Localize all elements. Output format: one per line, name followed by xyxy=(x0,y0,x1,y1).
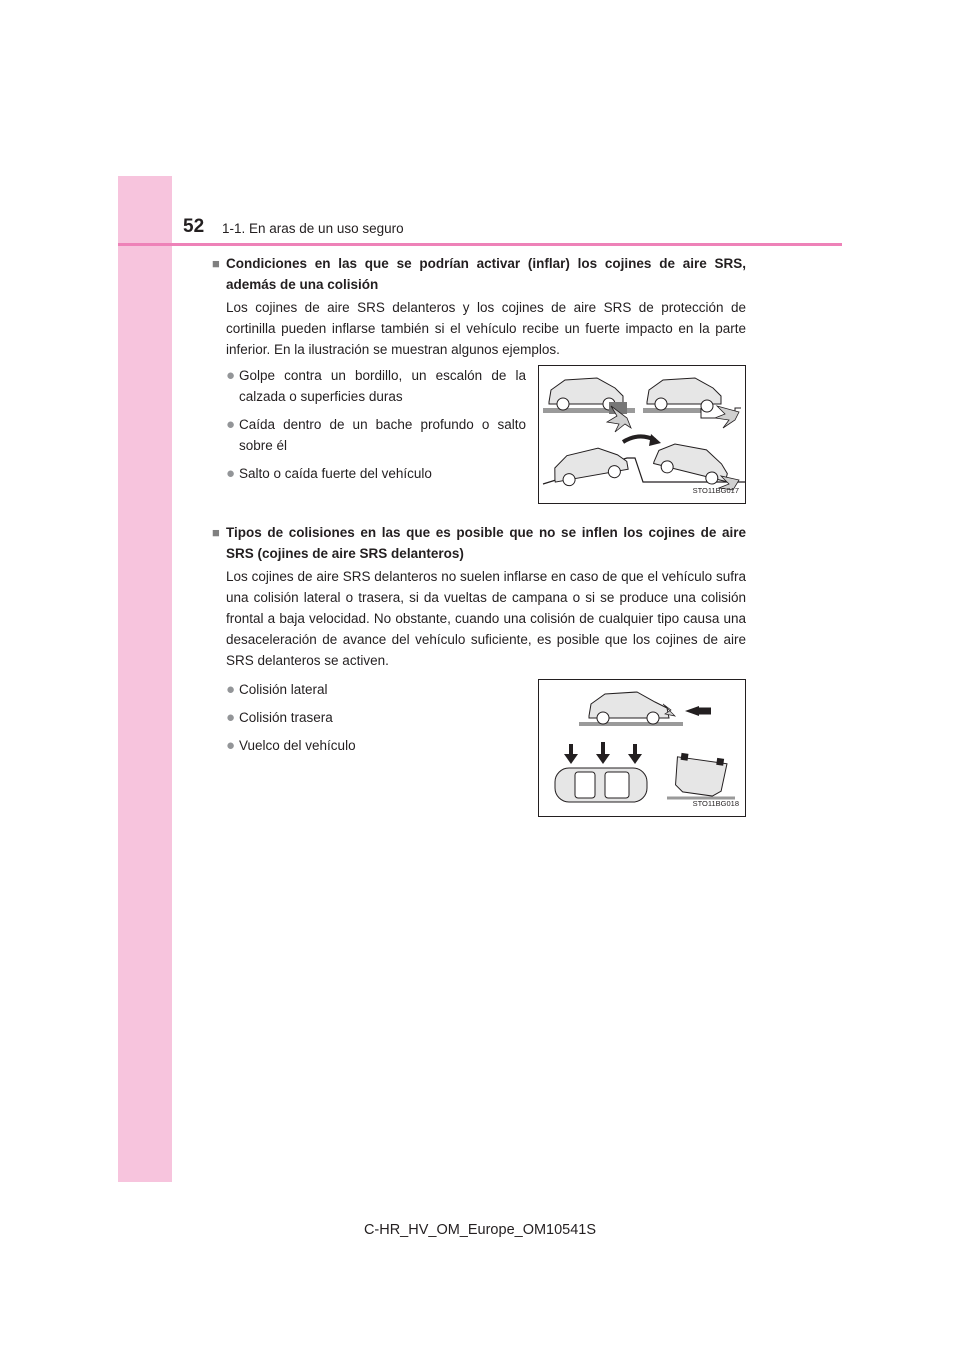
square-bullet-icon: ■ xyxy=(212,256,220,271)
list-item xyxy=(226,735,526,756)
circle-bullet-icon: ● xyxy=(226,737,236,754)
car-top-view-icon xyxy=(555,768,647,802)
section2 xyxy=(212,522,746,817)
chapter-side-tab xyxy=(118,176,172,1182)
section1-bullet-list xyxy=(226,365,526,504)
list-item-text: Colisión lateral xyxy=(239,682,328,697)
car-icon xyxy=(647,378,721,412)
collision-types-illustration xyxy=(538,679,746,817)
list-item xyxy=(226,414,526,456)
list-item xyxy=(226,463,526,484)
list-item-text: Colisión trasera xyxy=(239,710,333,725)
square-bullet-icon: ■ xyxy=(212,525,220,540)
list-item xyxy=(226,365,526,407)
circle-bullet-icon: ● xyxy=(226,681,236,698)
circle-bullet-icon: ● xyxy=(226,416,236,433)
circle-bullet-icon: ● xyxy=(226,465,236,482)
list-item-text: Caída dentro de un bache profundo o salto sobre él xyxy=(239,417,526,453)
page-content xyxy=(212,253,746,817)
car-icon xyxy=(589,692,669,724)
list-item xyxy=(226,679,526,700)
section1-paragraph: Los cojines de aire SRS delanteros y los cojines de aire SRS de protección de cortinilla pueden inflarse también si el vehículo recibe un fuerte impacto en la parte inferior. En la ilustración se muestran algunos ejemplos. xyxy=(226,300,746,357)
list-item xyxy=(226,707,526,728)
section1-heading-text: Condiciones en las que se podrían activar (inflar) los cojines de aire SRS, además de una colisión xyxy=(226,256,746,292)
section2-heading-text: Tipos de colisiones en las que es posible que no se inflen los cojines de aire SRS (cojines de aire SRS delanteros) xyxy=(226,525,746,561)
car-icon xyxy=(551,444,629,488)
circle-bullet-icon: ● xyxy=(226,367,236,384)
section1-body xyxy=(212,365,746,504)
arrow-down-icon xyxy=(564,742,642,764)
section2-paragraph: Los cojines de aire SRS delanteros no suelen inflarse en caso de que el vehículo sufra una colisión lateral o trasera, si da vueltas de campana o si se produce una colisión frontal a baja velocidad. No obstante, cuando una colisión de cualquier tipo causa una desaceleración de avance del vehículo suficiente, es posible que los cojines de aire SRS delanteros se activen. xyxy=(226,569,746,668)
header-rule xyxy=(118,243,842,246)
list-item-text: Salto o caída fuerte del vehículo xyxy=(239,466,432,481)
figure-code: STO11BG018 xyxy=(692,799,739,808)
section2-body xyxy=(212,679,746,817)
section-title: 1-1. En aras de un uso seguro xyxy=(222,221,404,236)
section2-bullet-list xyxy=(226,679,526,817)
page-number: 52 xyxy=(183,216,205,237)
circle-bullet-icon: ● xyxy=(226,709,236,726)
list-item-text: Vuelco del vehículo xyxy=(239,738,356,753)
document-id: C-HR_HV_OM_Europe_OM10541S xyxy=(363,1222,597,1238)
impact-illustration xyxy=(538,365,746,504)
car-rollover-icon xyxy=(673,753,728,798)
section2-heading xyxy=(212,522,746,564)
list-item-text: Golpe contra un bordillo, un escalón de la calzada o superficies duras xyxy=(239,368,526,404)
figure-code: STO11BG017 xyxy=(692,486,739,495)
section1-heading xyxy=(212,253,746,295)
